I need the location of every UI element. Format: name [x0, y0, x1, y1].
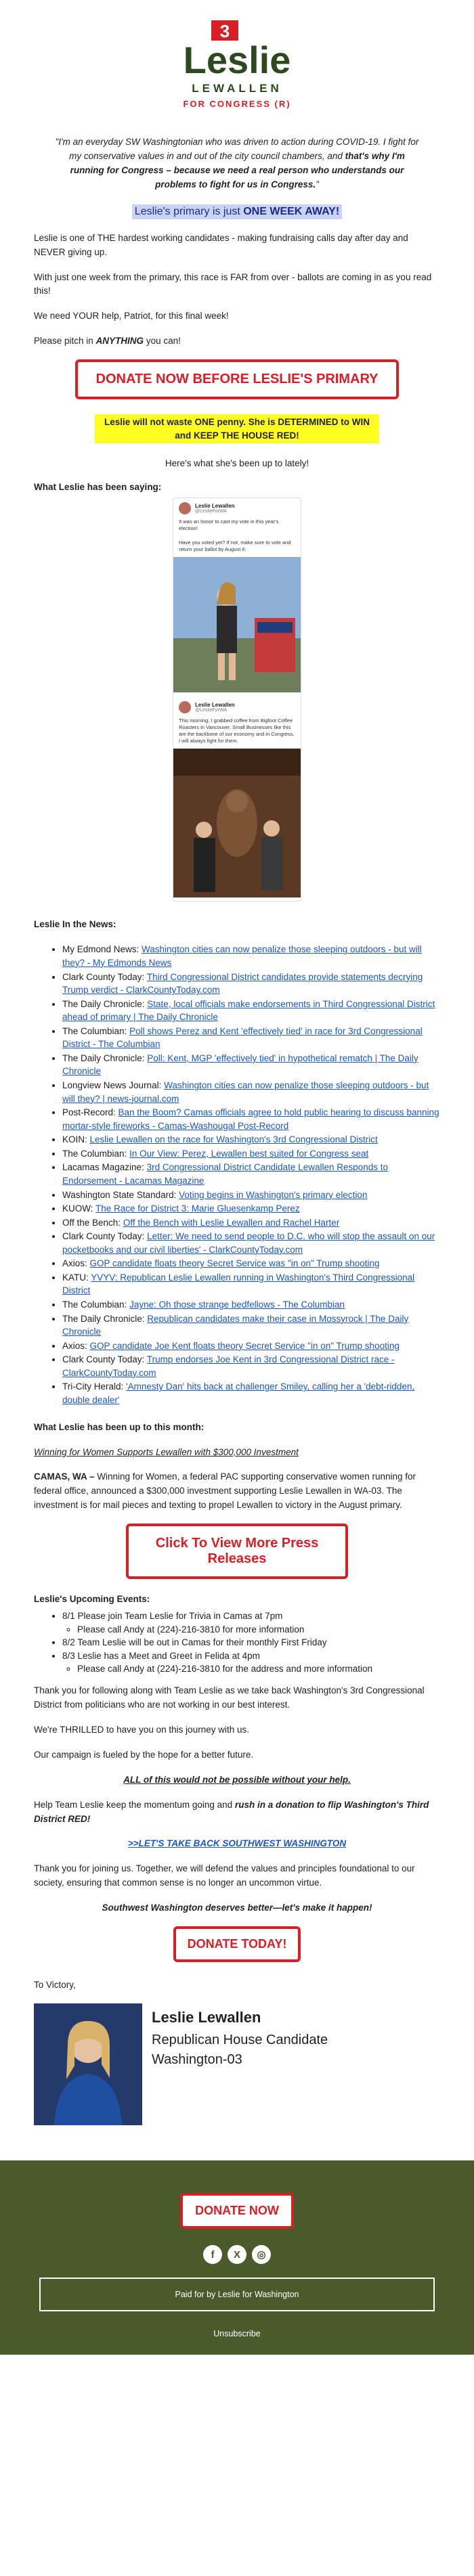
instagram-icon[interactable]: ◎: [252, 2245, 271, 2264]
paragraph-need-help: We need YOUR help, Patriot, for this final week!: [34, 311, 229, 321]
news-link[interactable]: Off the Bench with Leslie Lewallen and Rachel Harter: [123, 1217, 340, 1228]
tweet-text: It was an honor to cast my vote in this year's election! Have you voted yet? If not, make sure to vote and return your ballot by August 6.: [179, 518, 291, 552]
closing-deserves: Southwest Washington deserves better—let's make it happen!: [102, 1903, 372, 1913]
news-item: • Off the Bench: Off the Bench with Leslie Lewallen and Rachel Harter: [62, 1216, 440, 1230]
intro-quote: "I'm an everyday SW Washingtonian who was driven to action during COVID-19. I fight for my conservative values in and out of the city council chambers, and that's why I'm running for Congress – because we need a real person who understands our problems to fight for us in Congress.": [55, 137, 419, 190]
press-releases-button[interactable]: Click To View More Press Releases: [126, 1524, 348, 1579]
news-link[interactable]: In Our View: Perez, Lewallen best suited for Congress seat: [129, 1148, 369, 1159]
news-link[interactable]: Poll: Kent, MGP 'effectively tied' in hypothetical rematch | The Daily Chronicle: [62, 1052, 418, 1077]
paragraph-race-not-over: With just one week from the primary, this race is FAR from over - ballots are coming in as you read this!: [34, 271, 432, 296]
news-link[interactable]: Third Congressional District candidates provide statements decrying Trump verdict - ClarkCountyToday.com: [62, 971, 423, 996]
logo-mark: [176, 19, 298, 114]
x-icon[interactable]: X: [228, 2245, 246, 2264]
news-link[interactable]: 3rd Congressional District Candidate Lewallen Responds to Endorsement - Lacamas Magazine: [62, 1162, 389, 1186]
candidate-photo: [34, 2003, 142, 2125]
closing-fueled: Our campaign is fueled by the hope for a better future.: [34, 1749, 254, 1760]
saying-heading: What Leslie has been saying:: [34, 482, 162, 493]
donate-primary-button[interactable]: DONATE NOW BEFORE LESLIE'S PRIMARY: [75, 359, 399, 399]
social-links: [0, 2245, 474, 2264]
signoff: To Victory,: [34, 1980, 76, 1991]
logo-surname: LEWALLEN: [192, 82, 282, 95]
avatar: [179, 701, 191, 713]
news-link[interactable]: Ban the Boom? Camas officials agree to hold public hearing to discuss banning mortar-style fireworks - Camas-Washougal Post-Record: [62, 1107, 439, 1131]
news-item: • Axios: GOP candidate floats theory Secret Service was "in on" Trump shooting: [62, 1257, 440, 1270]
signature-name: Leslie Lewallen: [152, 2009, 261, 2026]
news-item: • The Columbian: In Our View: Perez, Lewallen best suited for Congress seat: [62, 1147, 440, 1161]
news-link[interactable]: Leslie Lewallen on the race for Washington's 3rd Congressional District: [89, 1134, 378, 1145]
news-link[interactable]: Washington cities can now penalize those sleeping outdoors - but will they? | news-journal.com: [62, 1080, 429, 1104]
event-item: • 8/3 Leslie has a Meet and Greet in Felida at 4pm ◦ Please call Andy at (224)-216-3810 for the address and more information: [62, 1649, 440, 1676]
tweet-author: Leslie Lewallen: [195, 701, 235, 708]
tweet-photo-ballot: [173, 557, 301, 692]
tweet-handle: @LeslieForWA: [195, 509, 227, 514]
events-list: [34, 1609, 440, 1676]
news-link[interactable]: Trump endorses Joe Kent in 3rd Congressional District race - ClarkCountyToday.com: [62, 1354, 395, 1378]
closing-momentum: Help Team Leslie keep the momentum going and rush in a donation to flip Washington's Third District RED!: [34, 1799, 429, 1824]
news-item: • Washington State Standard: Voting begins in Washington's primary election: [62, 1189, 440, 1202]
footer: [0, 2160, 474, 2355]
news-item: • Longview News Journal: Washington cities can now penalize those sleeping outdoors - but will they? | news-journal.com: [62, 1079, 440, 1105]
unsubscribe-link[interactable]: Unsubscribe: [213, 2329, 261, 2339]
primary-banner: Leslie's primary is just ONE WEEK AWAY!: [34, 204, 440, 219]
news-item: • The Daily Chronicle: State, local officials make endorsements in Third Congressional District ahead of primary | The Daily Chronicle: [62, 998, 440, 1024]
news-link[interactable]: GOP candidate floats theory Secret Service was "in on" Trump shooting: [89, 1258, 380, 1269]
logo-tagline: FOR CONGRESS (R): [183, 99, 291, 109]
paragraph-pitch-in: Please pitch in ANYTHING you can!: [34, 336, 181, 347]
news-link[interactable]: Voting begins in Washington's primary election: [179, 1189, 368, 1200]
news-link[interactable]: Letter: We need to send people to D.C. who will stop the assault on our pocketbooks and our civil liberties' - ClarkCountyToday.com: [62, 1231, 435, 1255]
closing-joining: Thank you for joining us. Together, we will defend the values and principles foundational to our society, ensuring that common sense is no longer an uncommon virtue.: [34, 1863, 415, 1888]
news-item: • KATU: YVYV: Republican Leslie Lewallen running in Washington's Third Congressional District: [62, 1271, 440, 1297]
news-item: • Axios: GOP candidate Joe Kent floats theory Secret Service "in on" Trump shooting: [62, 1339, 440, 1353]
paragraph-hardest-working: Leslie is one of THE hardest working candidates - making fundraising calls day after day and NEVER giving up.: [34, 232, 408, 257]
closing-thrilled: We're THRILLED to have you on this journey with us.: [34, 1724, 249, 1735]
news-link[interactable]: 'Amnesty Dan' hits back at challenger Smiley, calling her a 'debt-ridden, double dealer': [62, 1381, 415, 1405]
footer-donate-button[interactable]: DONATE NOW: [180, 2193, 294, 2229]
signature-block: [34, 2003, 440, 2125]
news-heading: Leslie In the News:: [34, 919, 116, 930]
news-link[interactable]: YVYV: Republican Leslie Lewallen running in Washington's Third Congressional District: [62, 1272, 415, 1296]
logo-number: 3: [219, 21, 230, 41]
news-link[interactable]: GOP candidate Joe Kent floats theory Secret Service "in on" Trump shooting: [89, 1340, 400, 1351]
event-detail: ◦ Please call Andy at (224)-216-3810 for more information: [77, 1623, 440, 1637]
news-link[interactable]: Republican candidates make their case in Mossyrock | The Daily Chronicle: [62, 1313, 409, 1337]
closing-thanks: Thank you for following along with Team Leslie as we take back Washington's 3rd Congressional District from politicians who are not working in our best interest.: [34, 1685, 425, 1710]
news-item: • The Daily Chronicle: Poll: Kent, MGP 'effectively tied' in hypothetical rematch | The Daily Chronicle: [62, 1052, 440, 1078]
tweet-handle: @LeslieForWA: [195, 707, 227, 713]
paid-for-notice: Paid for by Leslie for Washington: [39, 2278, 435, 2311]
news-link[interactable]: State, local officials make endorsements in Third Congressional District ahead of primary | The Daily Chronicle: [62, 998, 435, 1023]
news-item: • KOIN: Leslie Lewallen on the race for Washington's 3rd Congressional District: [62, 1133, 440, 1147]
tweet-photo-coffee: [173, 749, 301, 897]
donate-today-button[interactable]: DONATE TODAY!: [173, 1926, 301, 1962]
month-title: Winning for Women Supports Lewallen with $300,000 Investment: [34, 1446, 299, 1457]
news-link[interactable]: The Race for District 3: Marie Gluesenkamp Perez: [95, 1203, 300, 1214]
signature-title: Republican House Candidate: [152, 2033, 328, 2048]
news-item: • Clark County Today: Trump endorses Joe Kent in 3rd Congressional District race - ClarkCountyToday.com: [62, 1353, 440, 1379]
news-item: • Post-Record: Ban the Boom? Camas officials agree to hold public hearing to discuss banning mortar-style fireworks - Camas-Washougal Post-Record: [62, 1106, 440, 1132]
news-item: • KUOW: The Race for District 3: Marie Gluesenkamp Perez: [62, 1202, 440, 1216]
news-item: • The Columbian: Jayne: Oh those strange bedfellows - The Columbian: [62, 1298, 440, 1312]
events-heading: Leslie's Upcoming Events:: [34, 1594, 150, 1605]
campaign-logo[interactable]: [34, 0, 440, 129]
tweet-author: Leslie Lewallen: [195, 503, 235, 510]
news-item: • The Columbian: Poll shows Perez and Kent 'effectively tied' in race for 3rd Congressional District - The Columbian: [62, 1025, 440, 1051]
event-item: • 8/1 Please join Team Leslie for Trivia in Camas at 7pm ◦ Please call Andy at (224)-216-3810 for more information: [62, 1609, 440, 1636]
event-detail: ◦ Please call Andy at (224)-216-3810 for the address and more information: [77, 1662, 440, 1676]
closing-cta: [34, 1837, 440, 1851]
news-item: • My Edmond News: Washington cities can now penalize those sleeping outdoors - but will they? - My Edmonds News: [62, 943, 440, 969]
event-item: • 8/2 Team Leslie will be out in Camas for their monthly First Friday: [62, 1636, 440, 1649]
news-item: • Tri-City Herald: 'Amnesty Dan' hits back at challenger Smiley, calling her a 'debt-ridden, double dealer': [62, 1380, 440, 1406]
signature-district: Washington-03: [152, 2052, 242, 2068]
logo-name: Leslie: [183, 39, 291, 81]
news-link[interactable]: Jayne: Oh those strange bedfellows - The Columbian: [129, 1300, 345, 1310]
tweet-text: This morning, I grabbed coffee from Bigfoot Coffee Roasters in Vancouver. Small Businesses like this are the backbone of our economy and in Congress, I will always fight for them.: [179, 717, 295, 745]
take-back-link[interactable]: >>LET'S TAKE BACK SOUTHWEST WASHINGTON: [127, 1838, 347, 1849]
month-body: CAMAS, WA – Winning for Women, a federal PAC supporting conservative women running for federal office, announced a $300,000 investment supporting Leslie Lewallen in WA-03. The investment is for mail pieces and texting to propel Lewallen to victory in the August primary.: [34, 1471, 416, 1511]
highlight-banner: Leslie will not waste ONE penny. She is DETERMINED to WIN and KEEP THE HOUSE RED!: [34, 414, 440, 443]
news-list: [34, 943, 440, 1406]
news-item: • Clark County Today: Third Congressional District candidates provide statements decrying Trump verdict - ClarkCountyToday.com: [62, 971, 440, 997]
news-item: • Clark County Today: Letter: We need to send people to D.C. who will stop the assault on our pocketbooks and our civil liberties' - ClarkCountyToday.com: [62, 1230, 440, 1256]
month-heading: What Leslie has been up to this month:: [34, 1421, 204, 1432]
tweet-card-vote[interactable]: [173, 497, 301, 902]
closing-not-possible: ALL of this would not be possible without your help.: [123, 1774, 351, 1785]
news-item: • Lacamas Magazine: 3rd Congressional District Candidate Lewallen Responds to Endorsement - Lacamas Magazine: [62, 1161, 440, 1187]
up-to-text: Here's what she's been up to lately!: [165, 458, 309, 469]
news-link[interactable]: Poll shows Perez and Kent 'effectively tied' in race for 3rd Congressional District - The Columbian: [62, 1025, 423, 1050]
news-link[interactable]: Washington cities can now penalize those sleeping outdoors - but will they? - My Edmonds News: [62, 944, 422, 968]
facebook-icon[interactable]: f: [203, 2245, 222, 2264]
avatar: [179, 502, 191, 514]
news-item: • The Daily Chronicle: Republican candidates make their case in Mossyrock | The Daily Chronicle: [62, 1312, 440, 1339]
